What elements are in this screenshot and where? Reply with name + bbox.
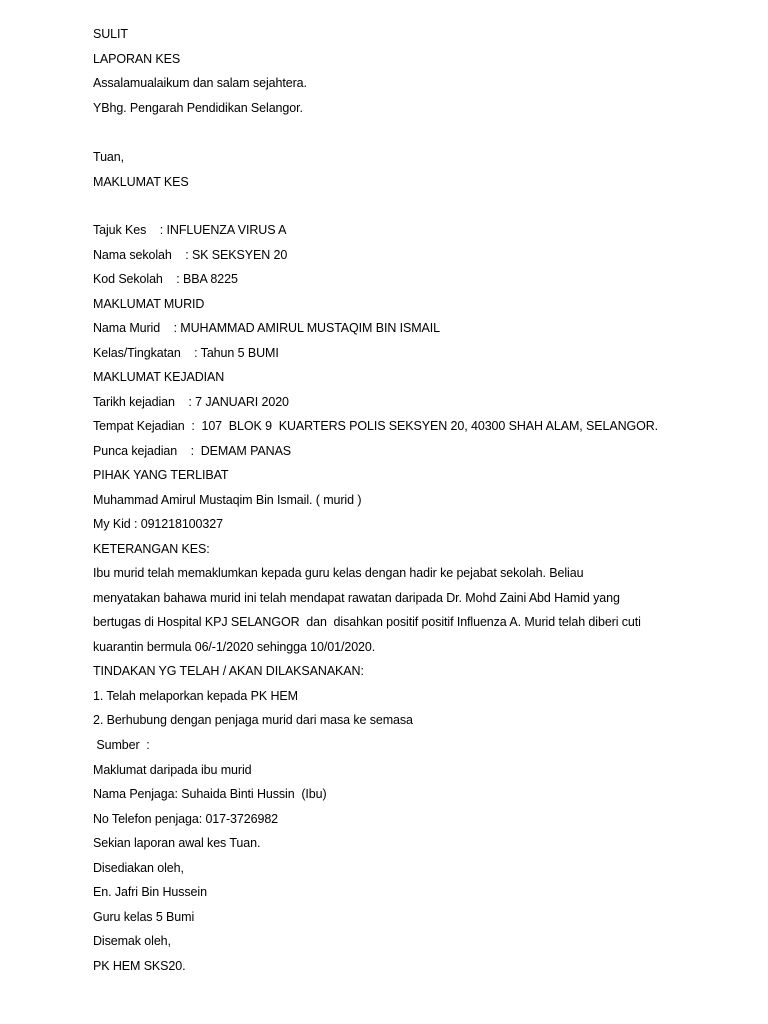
case-info-heading: MAKLUMAT KES bbox=[93, 175, 189, 189]
action-item: 1. Telah melaporkan kepada PK HEM bbox=[93, 689, 298, 703]
prepared-by-label: Disediakan oleh, bbox=[93, 861, 184, 875]
student-class-field: Kelas/Tingkatan : Tahun 5 BUMI bbox=[93, 346, 279, 360]
closing-line: Sekian laporan awal kes Tuan. bbox=[93, 836, 261, 850]
preparer-name: En. Jafri Bin Hussein bbox=[93, 885, 207, 899]
source-label: Sumber : bbox=[93, 738, 150, 752]
description-line: bertugas di Hospital KPJ SELANGOR dan disahkan positif positif Influenza A. Murid telah diberi cuti bbox=[93, 615, 641, 629]
description-heading: KETERANGAN KES: bbox=[93, 542, 210, 556]
checker-line: PK HEM SKS20. bbox=[93, 959, 186, 973]
checked-by-label: Disemak oleh, bbox=[93, 934, 171, 948]
preparer-title: Guru kelas 5 Bumi bbox=[93, 910, 195, 924]
mykid-line: My Kid : 091218100327 bbox=[93, 517, 223, 531]
classification-label: SULIT bbox=[93, 27, 128, 41]
student-name-field: Nama Murid : MUHAMMAD AMIRUL MUSTAQIM BIN ISMAIL bbox=[93, 321, 441, 335]
school-name-field: Nama sekolah : SK SEKSYEN 20 bbox=[93, 248, 288, 262]
student-info-heading: MAKLUMAT MURID bbox=[93, 297, 205, 311]
incident-date-field: Tarikh kejadian : 7 JANUARI 2020 bbox=[93, 395, 289, 409]
school-code-field: Kod Sekolah : BBA 8225 bbox=[93, 272, 238, 286]
actions-heading: TINDAKAN YG TELAH / AKAN DILAKSANAKAN: bbox=[93, 664, 364, 678]
incident-info-heading: MAKLUMAT KEJADIAN bbox=[93, 370, 225, 384]
greeting-line: Assalamualaikum dan salam sejahtera. bbox=[93, 76, 307, 90]
salutation-line: Tuan, bbox=[93, 150, 125, 164]
description-line: Ibu murid telah memaklumkan kepada guru kelas dengan hadir ke pejabat sekolah. Beliau bbox=[93, 566, 584, 580]
action-item: 2. Berhubung dengan penjaga murid dari masa ke semasa bbox=[93, 713, 413, 727]
parties-heading: PIHAK YANG TERLIBAT bbox=[93, 468, 229, 482]
document-title: LAPORAN KES bbox=[93, 52, 181, 66]
source-detail: Maklumat daripada ibu murid bbox=[93, 763, 252, 777]
guardian-phone-field: No Telefon penjaga: 017-3726982 bbox=[93, 812, 279, 826]
incident-cause-field: Punca kejadian : DEMAM PANAS bbox=[93, 444, 292, 458]
description-line: kuarantin bermula 06/-1/2020 sehingga 10/01/2020. bbox=[93, 640, 376, 654]
party-student-line: Muhammad Amirul Mustaqim Bin Ismail. ( murid ) bbox=[93, 493, 362, 507]
guardian-name-field: Nama Penjaga: Suhaida Binti Hussin (Ibu) bbox=[93, 787, 327, 801]
description-line: menyatakan bahawa murid ini telah mendapat rawatan daripada Dr. Mohd Zaini Abd Hamid yang bbox=[93, 591, 620, 605]
incident-place-field: Tempat Kejadian : 107 BLOK 9 KUARTERS POLIS SEKSYEN 20, 40300 SHAH ALAM, SELANGOR. bbox=[93, 419, 659, 433]
case-title-field: Tajuk Kes : INFLUENZA VIRUS A bbox=[93, 223, 287, 237]
addressee-line: YBhg. Pengarah Pendidikan Selangor. bbox=[93, 101, 303, 115]
